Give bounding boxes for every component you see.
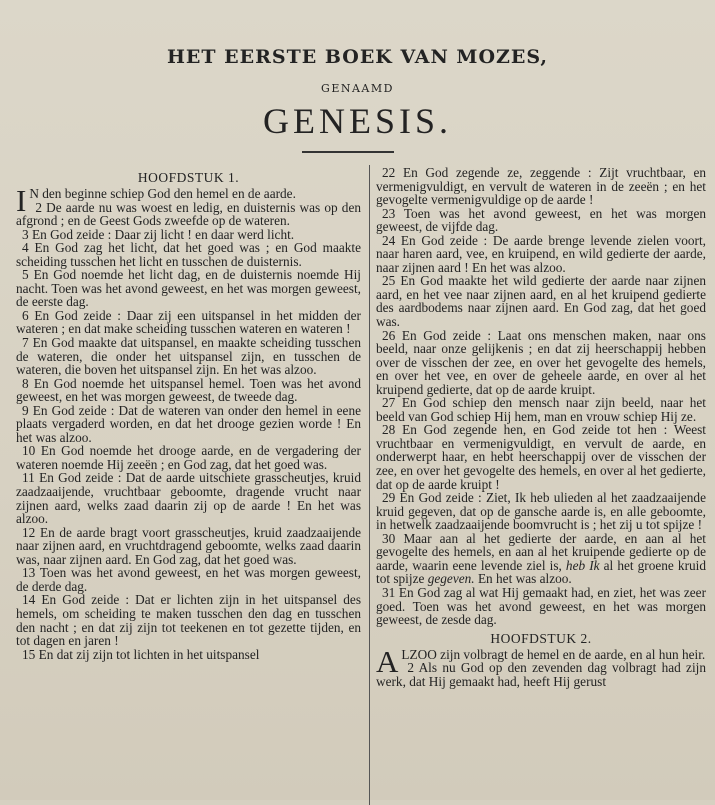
chapter-2-heading: HOOFDSTUK 2.: [490, 630, 592, 646]
column-divider: [369, 165, 370, 805]
verse-1-12: 12 En de aarde bragt voort grasscheutjes, kruid zaadzaaijende naar zijnen aard, en vruchtdragend geboomte, welks zaad daarin was, naar zijnen aard. En God zag, dat het goed was.: [16, 524, 361, 567]
verse-1-11: 11 En God zeide : Dat de aarde uitschiete grasscheutjes, kruid zaadzaaijende, vruchtbaar geboomte, dragende vrucht naar zijnen aard, welks zaad daarin zij op de aarde ! En het was alzoo.: [16, 470, 361, 527]
italic-text: gegeven.: [427, 571, 475, 587]
verse-text: LZOO zijn volbragt de hemel en de aarde, en al hun heir.: [401, 646, 706, 662]
italic-text: heb Ik: [565, 557, 600, 573]
verse-1-22: 22 En God zegende ze, zeggende : Zijt vruchtbaar, en vermenigvuldigt, en vervult de wateren in de zeeën ; en het gevogelte vermenigvuldige op de aarde !: [376, 166, 706, 208]
verse-1-23: 23 Toen was het avond geweest, en het was morgen geweest, de vijfde dag.: [376, 205, 706, 235]
verse-1-9: 9 En God zeide : Dat de wateren van onder den hemel in eene plaats vergaderd worden, en dat het drooge gezien worde ! En het was alzoo.: [16, 402, 361, 445]
verse-1-25: 25 En God maakte het wild gedierte der aarde naar zijnen aard, en het vee naar zijnen aard, en al het kruipend gedierte des aardbodems naar zijnen aard. En God zag, dat het goed was.: [376, 273, 706, 330]
left-column: [16, 166, 361, 800]
verse-text: N den beginne schiep God den hemel en de aarde.: [29, 186, 296, 201]
verse-1-10: 10 En God noemde het drooge aarde, en de vergadering der wateren noemde Hij zeeën ; en God zag, dat het goed was.: [16, 443, 361, 472]
verse-1-15: 15 En dat zij zijn tot lichten in het uitspansel: [22, 646, 260, 662]
drop-cap: A: [376, 643, 399, 679]
verse-1-30: [376, 532, 706, 586]
drop-cap: I: [16, 183, 27, 218]
title-divider: [302, 151, 394, 153]
verse-1-7: 7 En God maakte dat uitspansel, en maakte scheiding tusschen de wateren, die onder het uitspansel zijn, en tusschen de wateren, die boven het uitspansel zijn. En het was alzoo.: [16, 335, 361, 378]
verse-1-28: 28 En God zegende hen, en God zeide tot hen : Weest vruchtbaar en vermenigvuldigt, en vervult de aarde, en onderwerpt haar, en hebt heerschappij over de visschen der zee, en over het gevogelte des hemels, en over al het gedierte, dat op de aarde kruipt !: [376, 422, 706, 492]
verse-1-3: 3 En God zeide : Daar zij licht ! en daar werd licht.: [22, 226, 295, 242]
book-title: HET EERSTE BOEK VAN MOZES,: [166, 46, 549, 68]
right-column: [376, 166, 706, 800]
verse-1-24: 24 En God zeide : De aarde brenge levende zielen voort, naar haren aard, vee, en kruipend, en wild gedierte der aarde, naar zijnen aard ! En het was alzoo.: [376, 232, 706, 275]
verse-1-31: 31 En God zag al wat Hij gemaakt had, en ziet, het was zeer goed. Toen was het avond geweest, en het was morgen geweest, de zesde dag.: [376, 584, 706, 628]
book-name: GENESIS.: [262, 101, 452, 141]
verse-1-2: 2 De aarde nu was woest en ledig, en duisternis was op den afgrond ; en de Geest Gods zweefde op de wateren.: [16, 199, 361, 229]
verse-1-8: 8 En God noemde het uitspansel hemel. Toen was het avond geweest, en het was morgen geweest, de tweede dag.: [16, 375, 361, 405]
book-subtitle: GENAAMD: [321, 82, 394, 95]
verse-1-29: 29 En God zeide : Ziet, Ik heb ulieden al het zaadzaaijende kruid gegeven, dat op de gansche aarde is, en alle geboomte, in hetwelk zaadzaaijende boomvrucht is ; het zij u tot spijze !: [376, 490, 706, 533]
verse-1-27: 27 En God schiep den mensch naar zijn beeld, naar het beeld van God schiep Hij hem, man en vrouw schiep Hij ze.: [376, 395, 706, 424]
verse-2-2: 2 Als nu God op den zevenden dag volbragt had zijn werk, dat Hij gemaakt had, heeft Hij gerust: [376, 660, 706, 689]
verse-1-4: 4 En God zag het licht, dat het goed was ; en God maakte scheiding tusschen het licht en tusschen de duisternis.: [16, 240, 361, 269]
verse-1-6: 6 En God zeide : Daar zij een uitspansel in het midden der wateren ; en dat make scheiding tusschen wateren en wateren !: [16, 307, 361, 337]
chapter-1-heading: HOOFDSTUK 1.: [137, 170, 240, 185]
verse-1-5: 5 En God noemde het licht dag, en de duisternis noemde Hij nacht. Toen was het avond geweest, en het was morgen geweest, de eerste dag.: [16, 267, 361, 310]
verse-text: En het was alzoo.: [477, 571, 572, 587]
verse-1-14: 14 En God zeide : Dat er lichten zijn in het uitspansel des hemels, om scheiding te maken tusschen den dag en tusschen den nacht ; en dat zij zijn tot teekenen en tot gezette tijden, en tot dagen en jaren !: [16, 592, 361, 649]
verse-1-13: 13 Toen was het avond geweest, en het was morgen geweest, de derde dag.: [16, 565, 361, 594]
verse-1-26: 26 En God zeide : Laat ons menschen maken, naar ons beeld, naar onze gelijkenis ; en dat zij heerschappij hebben over de visschen der zee, en over het gevogelte des hemels, en over het vee, en over de geheele aarde, en over al het kruipend gedierte, dat op de aarde kruipt.: [376, 327, 706, 397]
verse-text: al het groene kruid tot spijze: [376, 557, 706, 587]
verse-text: 30 Maar aan al het gedierte der aarde, en aan al het gevogelte des hemels, en aan al het kruipende gedierte op de aarde, waarin eene levende ziel is,: [376, 530, 706, 573]
